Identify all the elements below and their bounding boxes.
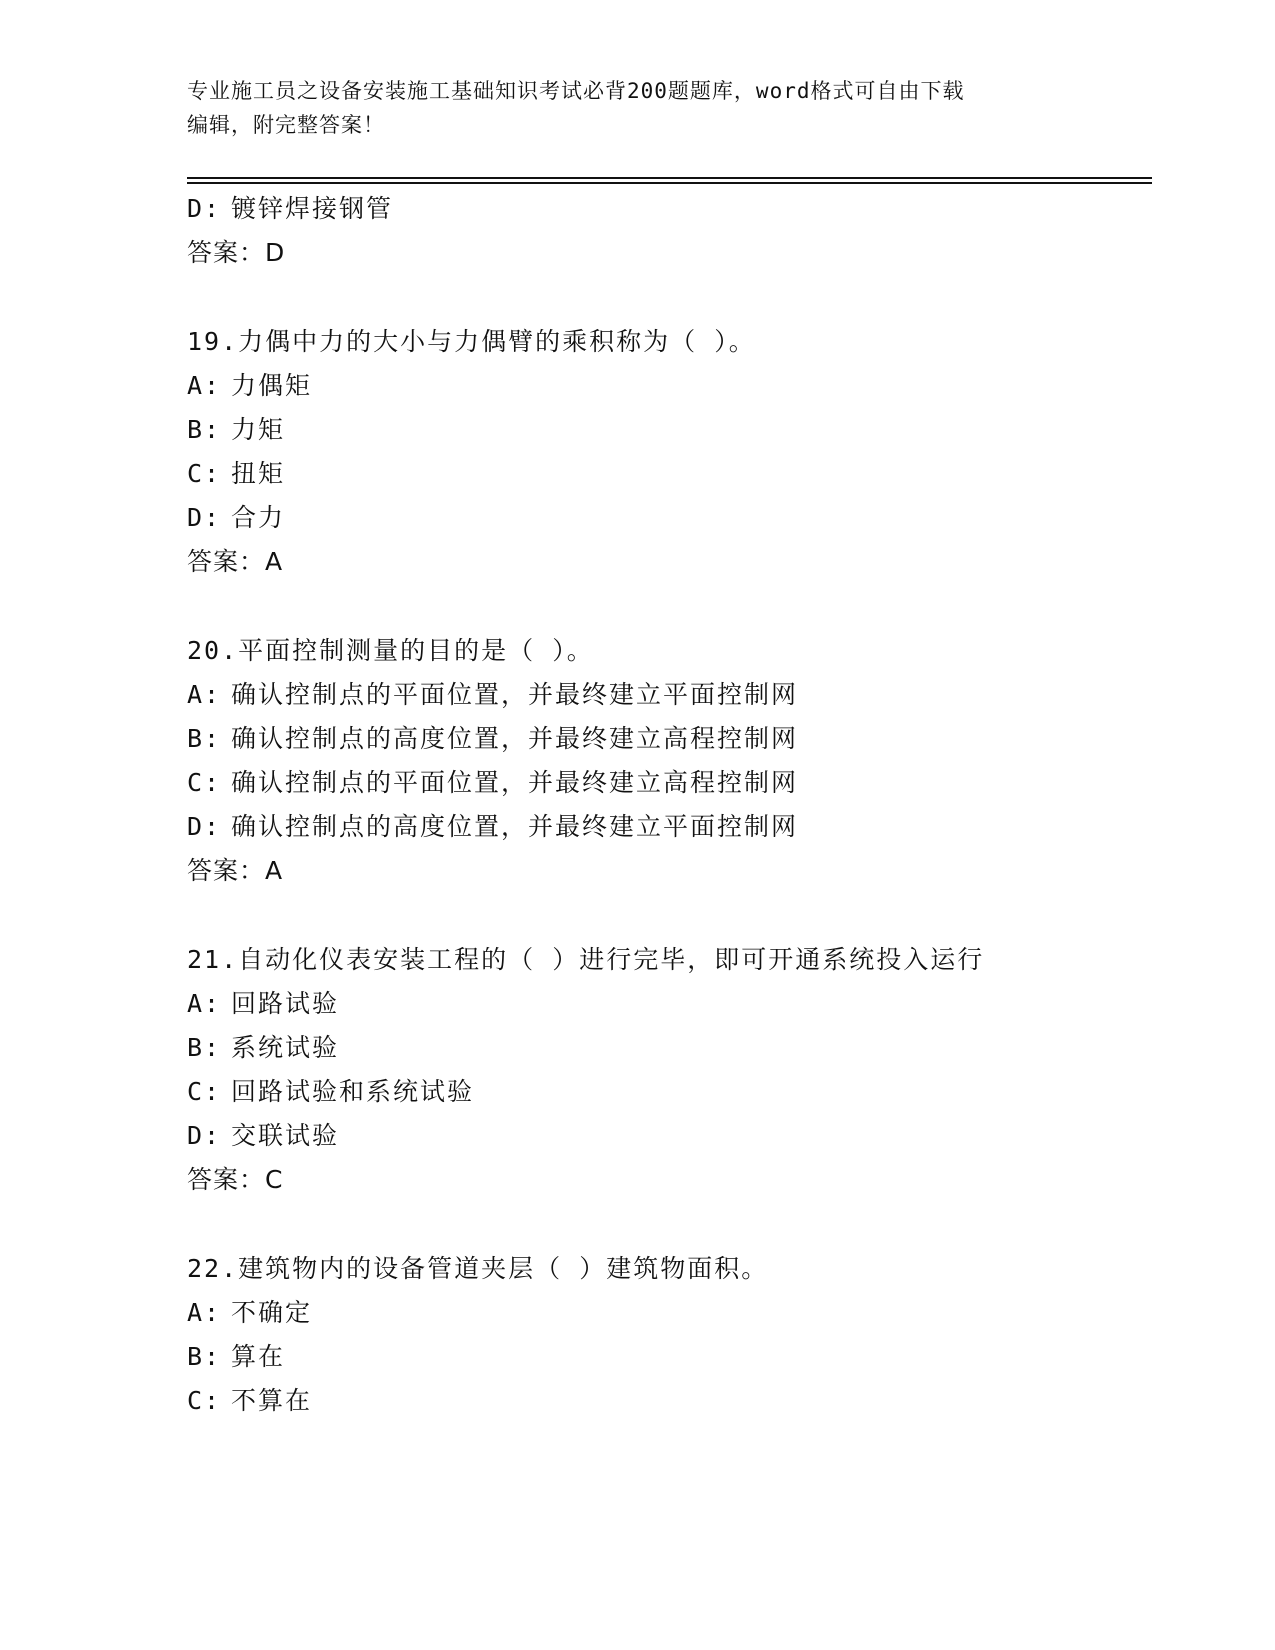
- option-text: 回路试验: [231, 989, 340, 1018]
- question-title: 19.力偶中力的大小与力偶臂的乘积称为（ ）。: [187, 327, 756, 356]
- header-line-2: 编辑，附完整答案！: [187, 113, 385, 137]
- option-label: D:: [187, 1121, 222, 1150]
- option-text: 确认控制点的平面位置，并最终建立高程控制网: [231, 768, 799, 797]
- option-a: [187, 1296, 312, 1330]
- option-label: B:: [187, 724, 222, 753]
- option-label: C:: [187, 768, 222, 797]
- option-label: D:: [187, 194, 222, 223]
- option-label: A:: [187, 680, 222, 709]
- option-d: [187, 192, 393, 226]
- option-c: [187, 457, 285, 491]
- header-divider-bottom: [187, 182, 1152, 184]
- option-b: [187, 722, 798, 756]
- option-text: 力偶矩: [231, 371, 313, 400]
- option-text: 不算在: [231, 1386, 313, 1415]
- option-text: 镀锌焊接钢管: [231, 194, 394, 223]
- option-text: 扭矩: [231, 459, 286, 488]
- option-text: 系统试验: [231, 1033, 340, 1062]
- option-a: [187, 678, 798, 712]
- option-b: [187, 413, 285, 447]
- header-divider-top: [187, 177, 1152, 179]
- option-label: D:: [187, 503, 222, 532]
- option-text: 确认控制点的高度位置，并最终建立平面控制网: [231, 812, 799, 841]
- option-label: D:: [187, 812, 222, 841]
- option-label: B:: [187, 1342, 222, 1371]
- question-title: 21.自动化仪表安装工程的（ ）进行完毕，即可开通系统投入运行: [187, 945, 985, 974]
- option-c: [187, 1384, 312, 1418]
- option-label: B:: [187, 1033, 222, 1062]
- option-text: 确认控制点的平面位置，并最终建立平面控制网: [231, 680, 799, 709]
- option-d: [187, 501, 285, 535]
- option-text: 回路试验和系统试验: [231, 1077, 475, 1106]
- option-label: C:: [187, 1386, 222, 1415]
- option-b: [187, 1031, 339, 1065]
- option-text: 算在: [231, 1342, 286, 1371]
- answer-line: 答案：A: [187, 547, 284, 576]
- option-label: A:: [187, 1298, 222, 1327]
- option-label: A:: [187, 989, 222, 1018]
- question-title: 20.平面控制测量的目的是（ ）。: [187, 636, 594, 665]
- option-text: 确认控制点的高度位置，并最终建立高程控制网: [231, 724, 799, 753]
- answer-line: 答案：C: [187, 1165, 284, 1194]
- option-label: A:: [187, 371, 222, 400]
- option-d: [187, 810, 798, 844]
- document-header: [187, 74, 1067, 142]
- option-text: 力矩: [231, 415, 286, 444]
- option-label: C:: [187, 459, 222, 488]
- option-text: 不确定: [231, 1298, 313, 1327]
- option-b: [187, 1340, 285, 1374]
- option-a: [187, 987, 339, 1021]
- option-d: [187, 1119, 339, 1153]
- option-c: [187, 766, 798, 800]
- option-label: B:: [187, 415, 222, 444]
- option-c: [187, 1075, 474, 1109]
- header-line-1: 专业施工员之设备安装施工基础知识考试必背200题题库，word格式可自由下载: [187, 79, 965, 103]
- option-label: C:: [187, 1077, 222, 1106]
- option-text: 合力: [231, 503, 286, 532]
- question-title: 22.建筑物内的设备管道夹层（ ）建筑物面积。: [187, 1254, 769, 1283]
- option-a: [187, 369, 312, 403]
- answer-line: 答案：A: [187, 856, 284, 885]
- answer-line: 答案：D: [187, 238, 286, 267]
- option-text: 交联试验: [231, 1121, 340, 1150]
